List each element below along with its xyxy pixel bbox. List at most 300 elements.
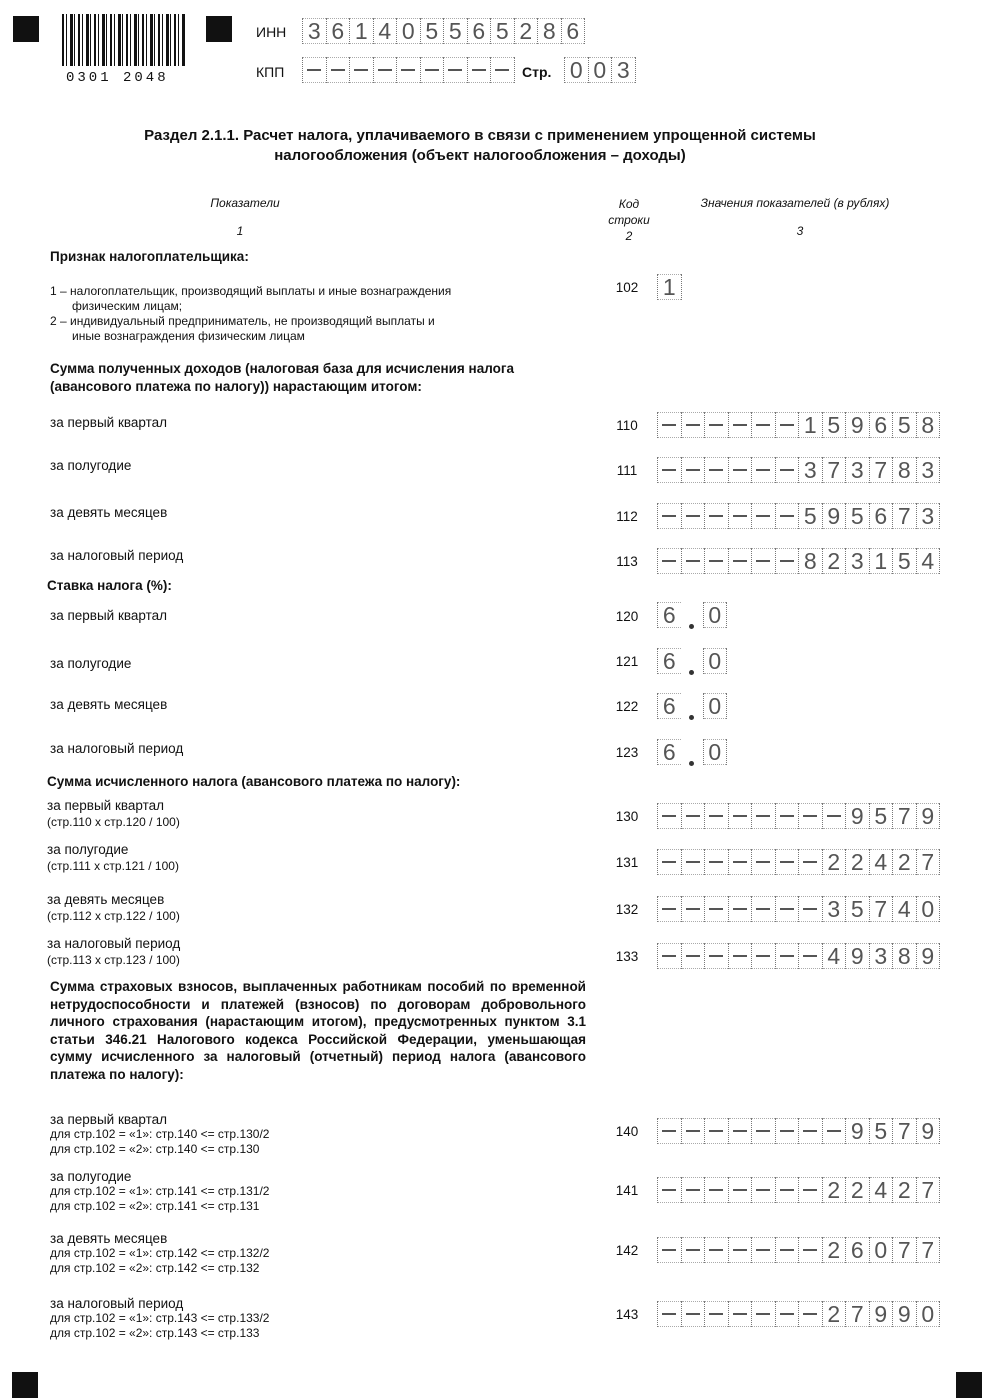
- digit-cell: 7: [869, 896, 893, 922]
- digit-cell: 9: [869, 1301, 893, 1327]
- dash-mark: [307, 69, 321, 71]
- dash-mark: [756, 955, 770, 957]
- insurance-row-title: за девять месяцев: [50, 1231, 168, 1246]
- dash-mark: [662, 424, 676, 426]
- tax-row-title: за налоговый период: [47, 936, 181, 951]
- tax-row-label: [47, 892, 180, 924]
- digit-cell: [751, 1118, 775, 1144]
- corner-marker-bottom-right: [956, 1372, 982, 1398]
- digit-cell: [704, 548, 728, 574]
- digit-cell: 7: [892, 503, 916, 529]
- dash-mark: [733, 908, 747, 910]
- dash-mark: [756, 469, 770, 471]
- income-row-label: за первый квартал: [50, 415, 168, 430]
- digit-cell: [751, 1177, 775, 1203]
- digit-cell: 5: [822, 412, 846, 438]
- digit-cell: 5: [490, 18, 514, 44]
- insurance-q1-field[interactable]: [657, 1118, 940, 1144]
- digit-cell: 4: [373, 18, 397, 44]
- dash-mark: [662, 1189, 676, 1191]
- digit-cell: 2: [822, 849, 846, 875]
- digit-cell: 9: [845, 1118, 869, 1144]
- digit-cell: [704, 412, 728, 438]
- digit-cell: [420, 57, 444, 83]
- dash-mark: [780, 861, 794, 863]
- digit-cell: [704, 1301, 728, 1327]
- digit-cell: [751, 457, 775, 483]
- dash-mark: [733, 1249, 747, 1251]
- digit-cell: [751, 1301, 775, 1327]
- kpp-field[interactable]: [302, 57, 515, 83]
- digit-cell: [681, 849, 705, 875]
- digit-cell: 3: [916, 457, 941, 483]
- digit-cell: 0: [916, 1301, 941, 1327]
- digit-cell: [751, 503, 775, 529]
- digit-cell: 4: [892, 896, 916, 922]
- digit-cell: 3: [302, 18, 326, 44]
- rate-integer-cell: 6: [657, 739, 681, 765]
- digit-cell: [775, 849, 799, 875]
- dash-mark: [709, 861, 723, 863]
- digit-cell: [657, 1301, 681, 1327]
- digit-cell: [728, 1118, 752, 1144]
- rate-row-label: за налоговый период: [50, 741, 184, 756]
- dash-mark: [709, 515, 723, 517]
- digit-cell: [657, 412, 681, 438]
- tax-h1-field[interactable]: [657, 849, 940, 875]
- digit-cell: 4: [869, 1177, 893, 1203]
- digit-cell: 1: [657, 274, 682, 300]
- rate-integer-cell: 6: [657, 693, 681, 719]
- rate-fraction-cell: 0: [703, 648, 728, 674]
- dash-mark: [827, 1130, 841, 1132]
- digit-cell: 7: [916, 849, 941, 875]
- digit-cell: 6: [869, 412, 893, 438]
- digit-cell: 3: [798, 457, 822, 483]
- dash-mark: [686, 1130, 700, 1132]
- col-code-line1: Код: [618, 197, 640, 211]
- digit-cell: [326, 57, 350, 83]
- digit-cell: [728, 849, 752, 875]
- code-112: 112: [616, 509, 638, 524]
- digit-cell: [798, 943, 822, 969]
- corner-marker-bottom-left: [12, 1372, 38, 1398]
- insurance-row-condition: для стр.102 = «1»: стр.143 <= стр.133/2: [50, 1311, 270, 1325]
- digit-cell: 3: [916, 503, 941, 529]
- digit-cell: [798, 1237, 822, 1263]
- dash-mark: [756, 1130, 770, 1132]
- digit-cell: 5: [845, 503, 869, 529]
- digit-cell: [751, 849, 775, 875]
- dash-mark: [780, 1189, 794, 1191]
- digit-cell: 9: [916, 803, 941, 829]
- insurance-row-condition: для стр.102 = «2»: стр.142 <= стр.132: [50, 1261, 260, 1275]
- col-code-line2: строки: [608, 213, 650, 227]
- dash-mark: [756, 424, 770, 426]
- rate-year-field[interactable]: [657, 739, 727, 765]
- digit-cell: 9: [845, 943, 869, 969]
- dash-mark: [756, 861, 770, 863]
- digit-cell: [751, 943, 775, 969]
- digit-cell: 2: [822, 1301, 846, 1327]
- digit-cell: 2: [845, 849, 869, 875]
- dash-mark: [709, 1189, 723, 1191]
- income-row-label: за полугодие: [50, 458, 132, 473]
- dash-mark: [803, 1130, 817, 1132]
- digit-cell: 9: [822, 503, 846, 529]
- insurance-row-title: за первый квартал: [50, 1112, 168, 1127]
- digit-cell: [751, 412, 775, 438]
- tax-heading: Сумма исчисленного налога (авансового платежа по налогу):: [47, 774, 461, 789]
- dash-mark: [686, 1313, 700, 1315]
- digit-cell: 2: [822, 1177, 846, 1203]
- digit-cell: [728, 1301, 752, 1327]
- digit-cell: 7: [822, 457, 846, 483]
- insurance-row-label: [50, 1296, 269, 1341]
- digit-cell: [822, 1118, 846, 1144]
- tax-q1-field[interactable]: [657, 803, 940, 829]
- code-132: 132: [615, 902, 639, 917]
- income-heading-line1: Сумма полученных доходов (налоговая база для исчисления налога: [50, 361, 514, 376]
- sign-heading: Признак налогоплательщика:: [50, 249, 249, 264]
- digit-cell: [704, 503, 728, 529]
- digit-cell: [704, 1177, 728, 1203]
- dash-mark: [827, 815, 841, 817]
- digit-cell: 4: [869, 849, 893, 875]
- digit-cell: [681, 548, 705, 574]
- dash-mark: [780, 469, 794, 471]
- digit-cell: [704, 457, 728, 483]
- rate-h1-field[interactable]: [657, 648, 727, 674]
- digit-cell: [657, 1237, 681, 1263]
- digit-cell: [396, 57, 420, 83]
- dash-mark: [780, 955, 794, 957]
- digit-cell: 0: [588, 57, 612, 83]
- sign-value-field[interactable]: [657, 274, 682, 300]
- dash-mark: [756, 1189, 770, 1191]
- code-111: 111: [616, 463, 638, 478]
- digit-cell: 3: [845, 457, 869, 483]
- insurance-row-label: [50, 1112, 269, 1157]
- digit-cell: [775, 1177, 799, 1203]
- digit-cell: [751, 548, 775, 574]
- tax-row-title: за девять месяцев: [47, 892, 165, 907]
- dash-mark: [733, 861, 747, 863]
- digit-cell: [728, 896, 752, 922]
- dash-mark: [733, 1313, 747, 1315]
- digit-cell: 8: [892, 457, 916, 483]
- insurance-row-condition: для стр.102 = «2»: стр.140 <= стр.130: [50, 1142, 260, 1156]
- code-130: 130: [615, 809, 639, 824]
- decimal-dot: [689, 670, 694, 675]
- digit-cell: 5: [798, 503, 822, 529]
- inn-field[interactable]: [302, 18, 585, 44]
- dash-mark: [662, 560, 676, 562]
- insurance-year-field[interactable]: [657, 1301, 940, 1327]
- decimal-point: [681, 648, 703, 674]
- dash-mark: [686, 1189, 700, 1191]
- decimal-dot: [689, 624, 694, 629]
- code-131: 131: [615, 855, 639, 870]
- digit-cell: 0: [564, 57, 588, 83]
- digit-cell: 5: [892, 548, 916, 574]
- digit-cell: 2: [892, 849, 916, 875]
- digit-cell: [467, 57, 491, 83]
- digit-cell: [775, 896, 799, 922]
- dash-mark: [733, 560, 747, 562]
- digit-cell: [490, 57, 515, 83]
- digit-cell: 5: [869, 1118, 893, 1144]
- dash-mark: [733, 424, 747, 426]
- income-year-field[interactable]: [657, 548, 940, 574]
- dash-mark: [662, 955, 676, 957]
- digit-cell: [775, 548, 799, 574]
- tax-row-label: [47, 936, 180, 968]
- dash-mark: [709, 955, 723, 957]
- digit-cell: 5: [845, 896, 869, 922]
- dash-mark: [686, 560, 700, 562]
- code-142: 142: [615, 1243, 639, 1258]
- digit-cell: 0: [869, 1237, 893, 1263]
- decimal-dot: [689, 715, 694, 720]
- code-122: 122: [615, 699, 639, 714]
- col-indicators-heading: Показатели: [210, 196, 280, 210]
- digit-cell: [728, 1237, 752, 1263]
- digit-cell: 3: [611, 57, 636, 83]
- digit-cell: 2: [822, 548, 846, 574]
- section-title: [60, 126, 900, 166]
- dash-mark: [662, 861, 676, 863]
- dash-mark: [709, 1249, 723, 1251]
- digit-cell: [704, 803, 728, 829]
- digit-cell: 7: [869, 457, 893, 483]
- digit-cell: 7: [892, 1237, 916, 1263]
- digit-cell: 6: [845, 1237, 869, 1263]
- sign-option-1-line1: 1 – налогоплательщик, производящий выплаты и иные вознаграждения: [50, 284, 452, 298]
- dash-mark: [378, 69, 392, 71]
- dash-mark: [756, 908, 770, 910]
- dash-mark: [331, 69, 345, 71]
- digit-cell: [681, 457, 705, 483]
- digit-cell: 7: [892, 1118, 916, 1144]
- dash-mark: [709, 1313, 723, 1315]
- sign-option-1: [50, 284, 451, 344]
- digit-cell: 7: [845, 1301, 869, 1327]
- digit-cell: [775, 503, 799, 529]
- col-values-heading: Значения показателей (в рублях): [700, 196, 890, 210]
- dash-mark: [686, 515, 700, 517]
- digit-cell: [373, 57, 397, 83]
- dash-mark: [733, 955, 747, 957]
- decimal-dot: [689, 761, 694, 766]
- dash-mark: [662, 1313, 676, 1315]
- digit-cell: [775, 1237, 799, 1263]
- digit-cell: [775, 943, 799, 969]
- digit-cell: [302, 57, 326, 83]
- dash-mark: [733, 515, 747, 517]
- income-h1-field[interactable]: [657, 457, 940, 483]
- digit-cell: 2: [822, 1237, 846, 1263]
- page-number-field[interactable]: [564, 57, 636, 83]
- digit-cell: 6: [326, 18, 350, 44]
- digit-cell: [751, 896, 775, 922]
- dash-mark: [780, 424, 794, 426]
- digit-cell: [657, 503, 681, 529]
- digit-cell: [728, 457, 752, 483]
- digit-cell: 1: [798, 412, 822, 438]
- insurance-row-label: [50, 1231, 269, 1276]
- rate-integer-cell: 6: [657, 602, 681, 628]
- digit-cell: 8: [916, 412, 941, 438]
- digit-cell: 5: [420, 18, 444, 44]
- dash-mark: [780, 815, 794, 817]
- dash-mark: [662, 1249, 676, 1251]
- digit-cell: [349, 57, 373, 83]
- section-title-line1: Раздел 2.1.1. Расчет налога, уплачиваемого в связи с применением упрощенной системы: [144, 127, 816, 144]
- digit-cell: 7: [916, 1237, 941, 1263]
- income-9m-field[interactable]: [657, 503, 940, 529]
- dash-mark: [686, 955, 700, 957]
- income-row-label: за налоговый период: [50, 548, 184, 563]
- rate-9m-field[interactable]: [657, 693, 727, 719]
- dash-mark: [756, 815, 770, 817]
- dash-mark: [803, 955, 817, 957]
- tax-year-field[interactable]: [657, 943, 940, 969]
- digit-cell: [681, 1301, 705, 1327]
- digit-cell: [681, 1118, 705, 1144]
- digit-cell: [681, 1237, 705, 1263]
- digit-cell: 9: [892, 1301, 916, 1327]
- code-140: 140: [615, 1124, 639, 1139]
- col-code-heading: [598, 196, 660, 244]
- corner-marker-top-left: [13, 16, 39, 42]
- code-120: 120: [615, 609, 639, 624]
- tax-9m-field[interactable]: [657, 896, 940, 922]
- rate-q1-field[interactable]: [657, 602, 727, 628]
- digit-cell: 7: [916, 1177, 941, 1203]
- digit-cell: 2: [892, 1177, 916, 1203]
- dash-mark: [662, 515, 676, 517]
- digit-cell: [775, 412, 799, 438]
- digit-cell: [681, 412, 705, 438]
- dash-mark: [780, 1130, 794, 1132]
- code-123: 123: [615, 745, 639, 760]
- dash-mark: [756, 515, 770, 517]
- section-title-line2: налогообложения (объект налогообложения – доходы): [274, 147, 686, 164]
- dash-mark: [803, 1189, 817, 1191]
- inn-label: ИНН: [256, 24, 287, 40]
- digit-cell: [704, 849, 728, 875]
- insurance-row-title: за налоговый период: [50, 1296, 184, 1311]
- decimal-point: [681, 693, 703, 719]
- tax-row-title: за первый квартал: [47, 798, 165, 813]
- sign-option-1-line2: физическим лицам;: [72, 299, 183, 313]
- digit-cell: [822, 803, 846, 829]
- code-113: 113: [616, 554, 638, 569]
- dash-mark: [686, 861, 700, 863]
- dash-mark: [733, 1189, 747, 1191]
- income-q1-field[interactable]: [657, 412, 940, 438]
- digit-cell: [657, 1177, 681, 1203]
- dash-mark: [756, 1313, 770, 1315]
- income-heading-line2: (авансового платежа по налогу)) нарастающим итогом:: [50, 379, 422, 394]
- insurance-9m-field[interactable]: [657, 1237, 940, 1263]
- dash-mark: [756, 1249, 770, 1251]
- digit-cell: [798, 1118, 822, 1144]
- code-121: 121: [615, 654, 639, 669]
- dash-mark: [780, 1313, 794, 1315]
- digit-cell: [798, 1177, 822, 1203]
- digit-cell: [728, 548, 752, 574]
- digit-cell: [681, 1177, 705, 1203]
- digit-cell: [751, 803, 775, 829]
- dash-mark: [662, 908, 676, 910]
- code-133: 133: [615, 949, 639, 964]
- digit-cell: [751, 1237, 775, 1263]
- dash-mark: [495, 69, 509, 71]
- dash-mark: [803, 908, 817, 910]
- dash-mark: [709, 815, 723, 817]
- dash-mark: [803, 861, 817, 863]
- tax-row-title: за полугодие: [47, 842, 129, 857]
- digit-cell: [775, 1118, 799, 1144]
- barcode-number: 0301 2048: [66, 70, 169, 86]
- digit-cell: [775, 1301, 799, 1327]
- dash-mark: [448, 69, 462, 71]
- tax-row-formula: (стр.110 х стр.120 / 100): [47, 815, 180, 829]
- code-141: 141: [615, 1183, 639, 1198]
- dash-mark: [803, 1313, 817, 1315]
- digit-cell: 2: [845, 1177, 869, 1203]
- dash-mark: [780, 1249, 794, 1251]
- insurance-h1-field[interactable]: [657, 1177, 940, 1203]
- rate-heading: Ставка налога (%):: [47, 578, 172, 593]
- digit-cell: [681, 803, 705, 829]
- digit-cell: 0: [396, 18, 420, 44]
- dash-mark: [709, 469, 723, 471]
- dash-mark: [686, 424, 700, 426]
- dash-mark: [662, 1130, 676, 1132]
- dash-mark: [686, 815, 700, 817]
- digit-cell: [681, 503, 705, 529]
- tax-row-label: [47, 842, 179, 874]
- dash-mark: [686, 1249, 700, 1251]
- digit-cell: [704, 1118, 728, 1144]
- digit-cell: [657, 943, 681, 969]
- digit-cell: 5: [869, 803, 893, 829]
- digit-cell: 8: [798, 548, 822, 574]
- insurance-heading: Сумма страховых взносов, выплаченных работникам пособий по временной нетрудоспособности и платежей (взносов) по договорам добровольного личного страхования (нарастающим итогом), предусмотренных пунктом 3.1 статьи 346.21 Налогового кодекса Российской Федерации, уменьшающая сумму исчисленного за налоговый (отчетный) период налога (авансового платежа по налогу):: [50, 979, 586, 1082]
- dash-mark: [803, 815, 817, 817]
- digit-cell: [657, 849, 681, 875]
- digit-cell: 8: [892, 943, 916, 969]
- tax-row-formula: (стр.111 х стр.121 / 100): [47, 859, 179, 873]
- sign-option-2-line1: 2 – индивидуальный предприниматель, не производящий выплаты и: [50, 314, 435, 328]
- digit-cell: 6: [561, 18, 586, 44]
- decimal-point: [681, 739, 703, 765]
- code-143: 143: [615, 1307, 639, 1322]
- digit-cell: [681, 943, 705, 969]
- rate-integer-cell: 6: [657, 648, 681, 674]
- sign-option-2-line2: иные вознаграждения физическим лицам: [72, 329, 305, 343]
- digit-cell: 9: [916, 1118, 941, 1144]
- dash-mark: [780, 515, 794, 517]
- col-code-number: 2: [625, 229, 633, 243]
- digit-cell: [798, 803, 822, 829]
- digit-cell: 4: [822, 943, 846, 969]
- tax-row-label: [47, 798, 180, 830]
- dash-mark: [472, 69, 486, 71]
